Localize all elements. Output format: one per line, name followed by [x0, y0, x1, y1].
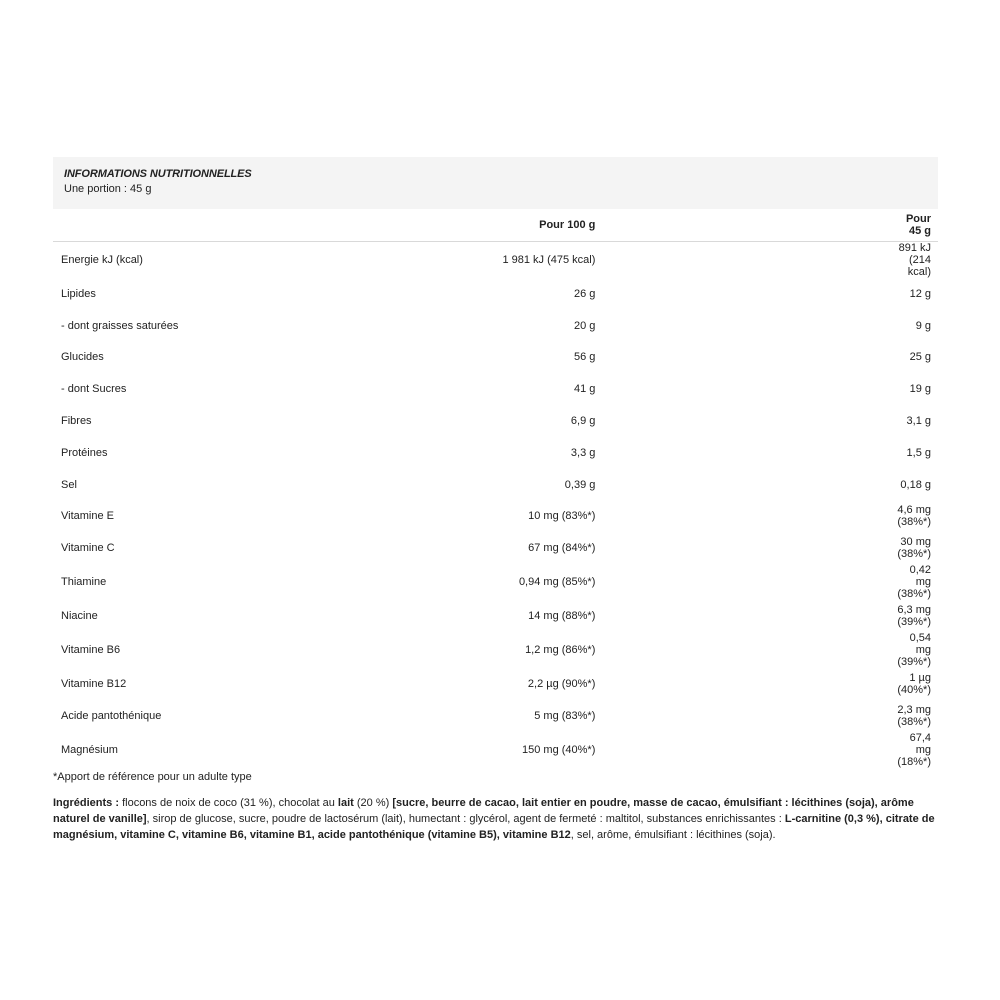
- nutrient-name: Vitamine C: [61, 542, 115, 555]
- nutrient-name: Sel: [61, 478, 77, 491]
- nutrient-name: Fibres: [61, 415, 92, 428]
- portion-size: Une portion : 45 g: [64, 183, 152, 195]
- value-per-45g: 0,54 mg (39%*): [897, 631, 931, 668]
- table-row: [53, 437, 938, 469]
- nutrient-name: Niacine: [61, 610, 98, 623]
- value-per-45g: 1,5 g: [906, 446, 931, 459]
- table-row: [53, 501, 938, 533]
- value-per-100g: 2,2 µg (90%*): [527, 677, 596, 690]
- nutrient-name: Lipides: [61, 287, 96, 300]
- nutrient-name: - dont Sucres: [61, 383, 127, 396]
- value-per-45g: 1 µg (40%*): [897, 671, 931, 696]
- value-per-45g: 30 mg (38%*): [897, 536, 931, 561]
- table-row: [53, 564, 938, 600]
- table-row: [53, 342, 938, 374]
- ingredients-bold-segment: lait: [337, 796, 354, 809]
- value-per-100g: 0,94 mg (85%*): [518, 576, 596, 589]
- table-row: [53, 668, 938, 700]
- nutrient-name: - dont graisses saturées: [61, 319, 179, 332]
- value-per-100g: 14 mg (88%*): [528, 610, 596, 623]
- value-per-45g: 6,3 mg (39%*): [897, 604, 932, 629]
- nutrient-name: Acide pantothénique: [61, 709, 162, 722]
- ingredients-bold-segment: Ingrédients :: [53, 796, 120, 809]
- table-row: [53, 700, 938, 732]
- value-per-100g: 0,39 g: [564, 478, 596, 491]
- value-per-45g: 0,18 g: [900, 478, 931, 491]
- value-per-100g: 10 mg (83%*): [528, 510, 596, 523]
- column-header-per-100g: Pour 100 g: [255, 209, 897, 242]
- column-header-per-45g: Pour 45 g: [897, 209, 938, 242]
- value-per-45g: 12 g: [909, 287, 931, 300]
- ingredients-segment: flocons de noix de coco (31 %), chocolat au: [119, 796, 338, 809]
- value-per-45g: 2,3 mg (38%*): [897, 703, 932, 728]
- value-per-100g: 20 g: [573, 319, 596, 332]
- ingredients-segment: , sirop de glucose, sucre, poudre de lactosérum (lait), humectant : glycérol, agent de fermeté : maltitol, substances enrichissantes :: [146, 812, 785, 825]
- nutrient-name: Vitamine E: [61, 510, 114, 523]
- value-per-100g: 41 g: [573, 383, 596, 396]
- value-per-45g: 3,1 g: [906, 415, 931, 428]
- nutrient-name: Energie kJ (kcal): [61, 254, 143, 266]
- table-row: [53, 405, 938, 437]
- nutrient-name: Glucides: [61, 351, 104, 364]
- value-per-100g: 5 mg (83%*): [534, 709, 596, 722]
- value-per-45g: 0,42 mg (38%*): [897, 564, 931, 601]
- table-row: [53, 732, 938, 768]
- table-row: [53, 278, 938, 310]
- value-per-45g: 891 kJ (214 kcal): [898, 242, 931, 278]
- ingredients-text: [53, 795, 938, 843]
- nutrition-title: INFORMATIONS NUTRITIONNELLES: [64, 168, 252, 180]
- ingredients-segment: (20 %): [353, 796, 393, 809]
- nutrient-name: Vitamine B12: [61, 677, 127, 690]
- nutrient-name: Thiamine: [61, 576, 107, 589]
- table-row: [53, 532, 938, 564]
- value-per-45g: 25 g: [909, 351, 931, 364]
- table-row: [53, 469, 938, 501]
- table-row: [53, 600, 938, 632]
- table-header-row: [53, 209, 938, 242]
- nutrition-table: [53, 209, 938, 768]
- nutrient-name: Protéines: [61, 446, 108, 459]
- ingredients-segment: , sel, arôme, émulsifiant : lécithines (soja).: [570, 828, 776, 841]
- value-per-100g: 150 mg (40%*): [522, 743, 596, 756]
- table-row: [53, 632, 938, 668]
- footnote: *Apport de référence pour un adulte type: [53, 770, 252, 783]
- table-row: [53, 242, 938, 279]
- ingredients-bold-segment: L-carnitine (0,3 %), citrate de magnésium, vitamine C, vitamine B6, vitamine B1, acide pantothénique (vitamine B5), vitamine B12: [53, 812, 935, 841]
- value-per-45g: 9 g: [915, 319, 931, 332]
- nutrition-panel: [53, 157, 938, 843]
- nutrient-name: Magnésium: [61, 743, 118, 756]
- nutrition-table-body: [53, 242, 938, 768]
- value-per-100g: 67 mg (84%*): [528, 542, 596, 555]
- value-per-45g: 67,4 mg (18%*): [897, 731, 931, 768]
- nutrition-header: [53, 157, 938, 209]
- value-per-45g: 4,6 mg (38%*): [897, 504, 932, 529]
- value-per-45g: 19 g: [909, 383, 931, 396]
- value-per-100g: 1,2 mg (86%*): [525, 643, 596, 656]
- ingredients-bold-segment: [sucre, beurre de cacao, lait entier en poudre, masse de cacao, émulsifiant : lécithines (soja), arôme naturel de vanille]: [53, 796, 914, 825]
- value-per-100g: 1 981 kJ (475 kcal): [502, 254, 596, 266]
- value-per-100g: 26 g: [573, 287, 596, 300]
- value-per-100g: 3,3 g: [570, 446, 596, 459]
- value-per-100g: 6,9 g: [570, 415, 596, 428]
- nutrient-name: Vitamine B6: [61, 643, 121, 656]
- value-per-100g: 56 g: [573, 351, 596, 364]
- table-row: [53, 310, 938, 342]
- column-header-nutrient: [53, 209, 255, 242]
- table-row: [53, 373, 938, 405]
